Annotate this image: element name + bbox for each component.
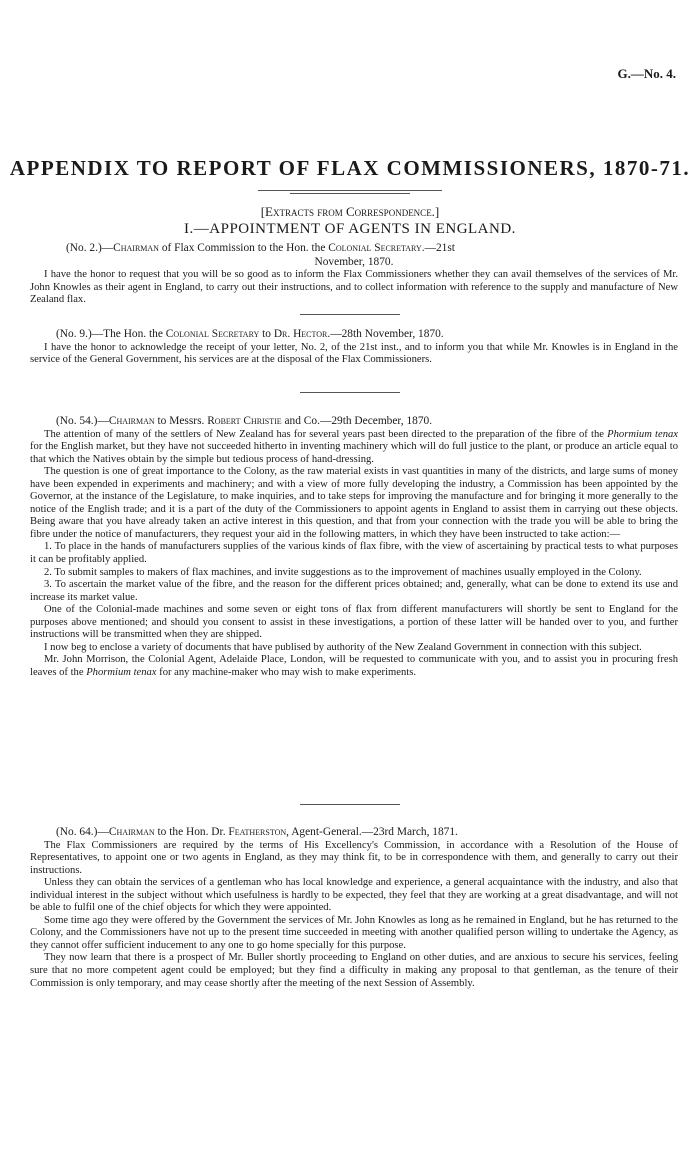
paragraph: Mr. John Morrison, the Colonial Agent, Adelaide Place, London, will be requested to communicate with you, and to assist you in procuring fresh leaves of the Phormium tenax for any machine-maker who may wish to make experiments. (30, 654, 678, 678)
list-item: 2. To submit samples to makers of flax machines, and invite suggestions as to the improvement of machines usually employed in the Colony. (44, 566, 642, 578)
title-divider-short (290, 193, 410, 194)
paragraph: One of the Colonial-made machines and some seven or eight tons of flax from different manufacturers will shortly be sent to England for the purposes above mentioned; and should you consent to assist in these investigations, a portion of these latter will be handed over to you, and further instructions will be transmitted when they are shipped. (30, 604, 678, 641)
paragraph: I have the honor to request that you will be so good as to inform the Flax Commissioners whether they can avail themselves of the services of Mr. John Knowles as their agent in England, to carry out their instructions, and to collect information with reference to the supply and manufacture of New Zealand flax. (30, 269, 678, 306)
letter-heading: (No. 64.)—Chairman to the Hon. Dr. Featherston, Agent-General.—23rd March, 1871. (56, 826, 458, 838)
letter-divider (300, 314, 400, 315)
paragraph: I have the honor to acknowledge the receipt of your letter, No. 2, of the 21st inst., and to inform you that while Mr. Knowles is in England in the service of the General Government, his services are at the disposal of the Flax Commissioners. (30, 341, 678, 366)
list-item: 1. To place in the hands of manufacturers supplies of the various kinds of flax fibre, with the view of ascertaining by practical tests to what purposes it can be profitably applied. (30, 541, 678, 566)
title-divider (258, 190, 442, 191)
subtitle: [Extracts from Correspondence.] (260, 204, 440, 219)
paragraph: Some time ago they were offered by the Government the services of Mr. John Knowles as long as he remained in England, but he has returned to the Colony, and the Commissioners have not up to the present time succeeded in meeting with another qualified person willing to undertake the Agency, as they cannot offer sufficient inducement to any one to go home specially for this purpose. (30, 914, 678, 951)
section-title: I.—APPOINTMENT OF AGENTS IN ENGLAND. (184, 221, 516, 237)
paragraph: I now beg to enclose a variety of documents that have publised by authority of the New Zealand Government in connection with this subject. (44, 641, 642, 653)
letter-divider (300, 804, 400, 805)
paragraph: The Flax Commissioners are required by the terms of His Excellency's Commission, in accordance with a Resolution of the House of Representatives, to appoint one or two agents in England, as they may think fit, to be in correspondence with them, and generally to carry out their instructions. (30, 839, 678, 876)
paragraph: The attention of many of the settlers of New Zealand has for several years past been directed to the preparation of the fibre of the Phormium tenax for the English market, but they have not succeeded hitherto in inventing machinery which will do full justice to the plant, or produce an article equal to that which the Natives obtain by the simple but tedious process of hand-dressing. (30, 428, 678, 465)
paragraph: The question is one of great importance to the Colony, as the raw material exists in vast quantities in many of the districts, and large sums of money have been expended in experiments and machinery; and with a view of more fully developing the industry, a Commission has been appointed by the Governor, at the instance of the Legislature, to make inquiries, and to take steps for improving the manufacture and for bringing it more generally to the notice of the English trade; and it is a part of the duty of the Commissioners to appoint agents in England to assist them in carrying out these objects. Being aware that you have already taken an active interest in this question, and that from your connection with the trade you will be able to bring the fibre under the notice of manufacturers, they request your aid in the following matters, in which they have been instructed to take action:— (30, 466, 678, 540)
paragraph: Unless they can obtain the services of a gentleman who has local knowledge and experience, a general acquaintance with the industry, and also that individual interest in the subject without which usefulness is hardly to be expected, they feel that they are working at a great disadvantage, and will not be able to fulfil one of the chief objects for which they were appointed. (30, 877, 678, 914)
letter-no-2 (30, 242, 678, 307)
letter-divider (300, 392, 400, 393)
letter-no-54 (30, 415, 678, 679)
paragraph: They now learn that there is a prospect of Mr. Buller shortly proceeding to England on other duties, and are anxious to secure his services, feeling sure that no more competent agent could be employed; but they find a difficulty in making any proposal to that gentleman, as the tenure of their Commission is only temporary, and may cease shortly after the meeting of the next Session of Assembly. (30, 952, 678, 989)
page-title: APPENDIX TO REPORT OF FLAX COMMISSIONERS, 1870-71. (9, 156, 691, 180)
letter-heading: (No. 9.)—The Hon. the Colonial Secretary to Dr. Hector.—28th November, 1870. (56, 328, 444, 340)
letter-no-64 (30, 826, 678, 990)
letter-no-9 (30, 328, 678, 367)
list-item: 3. To ascertain the market value of the fibre, and the reason for the different prices obtained; and, generally, what can be done to extend its use and increase its market value. (30, 579, 678, 603)
letter-heading: (No. 2.)—Chairman of Flax Commission to the Hon. the Colonial Secretary.—21st (66, 242, 455, 254)
letter-heading-continuation: November, 1870. (314, 255, 394, 268)
letter-heading: (No. 54.)—Chairman to Messrs. Robert Christie and Co.—29th December, 1870. (56, 415, 433, 427)
document-reference: G.—No. 4. (617, 66, 676, 81)
